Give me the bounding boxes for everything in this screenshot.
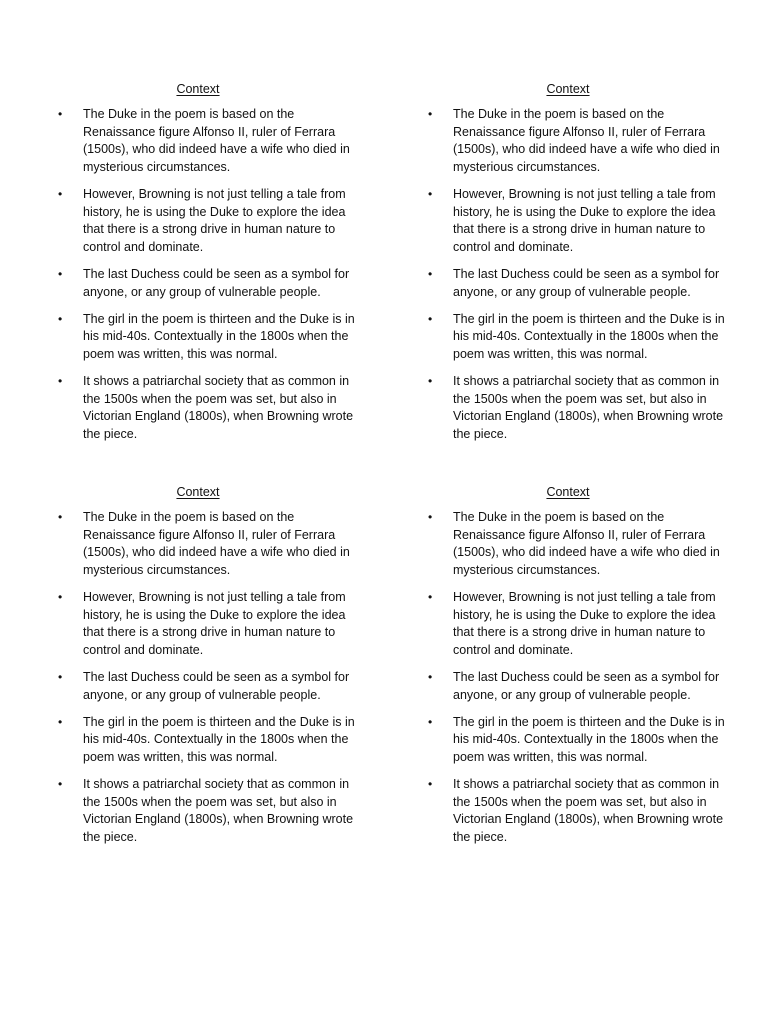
bullet-item: • The last Duchess could be seen as a symbol for anyone, or any group of vulnerable people. <box>428 266 735 301</box>
bullet-item: • However, Browning is not just telling a tale from history, he is using the Duke to explore the idea that there is a strong drive in human nature to control and dominate. <box>428 589 735 659</box>
bullet-item: • However, Browning is not just telling a tale from history, he is using the Duke to explore the idea that there is a strong drive in human nature to control and dominate. <box>58 186 365 256</box>
card-title: Context <box>176 485 220 499</box>
context-card-top-right <box>428 80 748 453</box>
bullet-list <box>428 106 748 443</box>
card-title: Context <box>546 485 590 499</box>
bullet-item: • The girl in the poem is thirteen and the Duke is in his mid-40s. Contextually in the 1800s when the poem was written, this was normal. <box>58 311 365 364</box>
bullet-item: • It shows a patriarchal society that as common in the 1500s when the poem was set, but also in Victorian England (1800s), when Browning wrote the piece. <box>58 373 365 443</box>
bullet-list <box>58 106 378 443</box>
bullet-item: • The girl in the poem is thirteen and the Duke is in his mid-40s. Contextually in the 1800s when the poem was written, this was normal. <box>428 714 735 767</box>
bullet-list <box>428 509 748 846</box>
context-card-bottom-right <box>428 483 748 856</box>
bullet-item: • The Duke in the poem is based on the Renaissance figure Alfonso II, ruler of Ferrara (1500s), who did indeed have a wife who died in mysterious circumstances. <box>428 509 735 579</box>
bullet-item: • However, Browning is not just telling a tale from history, he is using the Duke to explore the idea that there is a strong drive in human nature to control and dominate. <box>58 589 365 659</box>
bullet-item: • The last Duchess could be seen as a symbol for anyone, or any group of vulnerable people. <box>428 669 735 704</box>
bullet-item: • The Duke in the poem is based on the Renaissance figure Alfonso II, ruler of Ferrara (1500s), who did indeed have a wife who died in mysterious circumstances. <box>428 106 735 176</box>
bullet-item: • The girl in the poem is thirteen and the Duke is in his mid-40s. Contextually in the 1800s when the poem was written, this was normal. <box>58 714 365 767</box>
bullet-item: • It shows a patriarchal society that as common in the 1500s when the poem was set, but also in Victorian England (1800s), when Browning wrote the piece. <box>58 776 365 846</box>
context-card-top-left <box>58 80 378 453</box>
card-title: Context <box>176 82 220 96</box>
bullet-item: • It shows a patriarchal society that as common in the 1500s when the poem was set, but also in Victorian England (1800s), when Browning wrote the piece. <box>428 373 735 443</box>
bullet-item: • However, Browning is not just telling a tale from history, he is using the Duke to explore the idea that there is a strong drive in human nature to control and dominate. <box>428 186 735 256</box>
bullet-item: • The last Duchess could be seen as a symbol for anyone, or any group of vulnerable people. <box>58 669 365 704</box>
context-card-bottom-left <box>58 483 378 856</box>
bullet-item: • The Duke in the poem is based on the Renaissance figure Alfonso II, ruler of Ferrara (1500s), who did indeed have a wife who died in mysterious circumstances. <box>58 106 365 176</box>
card-title: Context <box>546 82 590 96</box>
bullet-item: • It shows a patriarchal society that as common in the 1500s when the poem was set, but also in Victorian England (1800s), when Browning wrote the piece. <box>428 776 735 846</box>
bullet-list <box>58 509 378 846</box>
bullet-item: • The Duke in the poem is based on the Renaissance figure Alfonso II, ruler of Ferrara (1500s), who did indeed have a wife who died in mysterious circumstances. <box>58 509 365 579</box>
bullet-item: • The last Duchess could be seen as a symbol for anyone, or any group of vulnerable people. <box>58 266 365 301</box>
bullet-item: • The girl in the poem is thirteen and the Duke is in his mid-40s. Contextually in the 1800s when the poem was written, this was normal. <box>428 311 735 364</box>
